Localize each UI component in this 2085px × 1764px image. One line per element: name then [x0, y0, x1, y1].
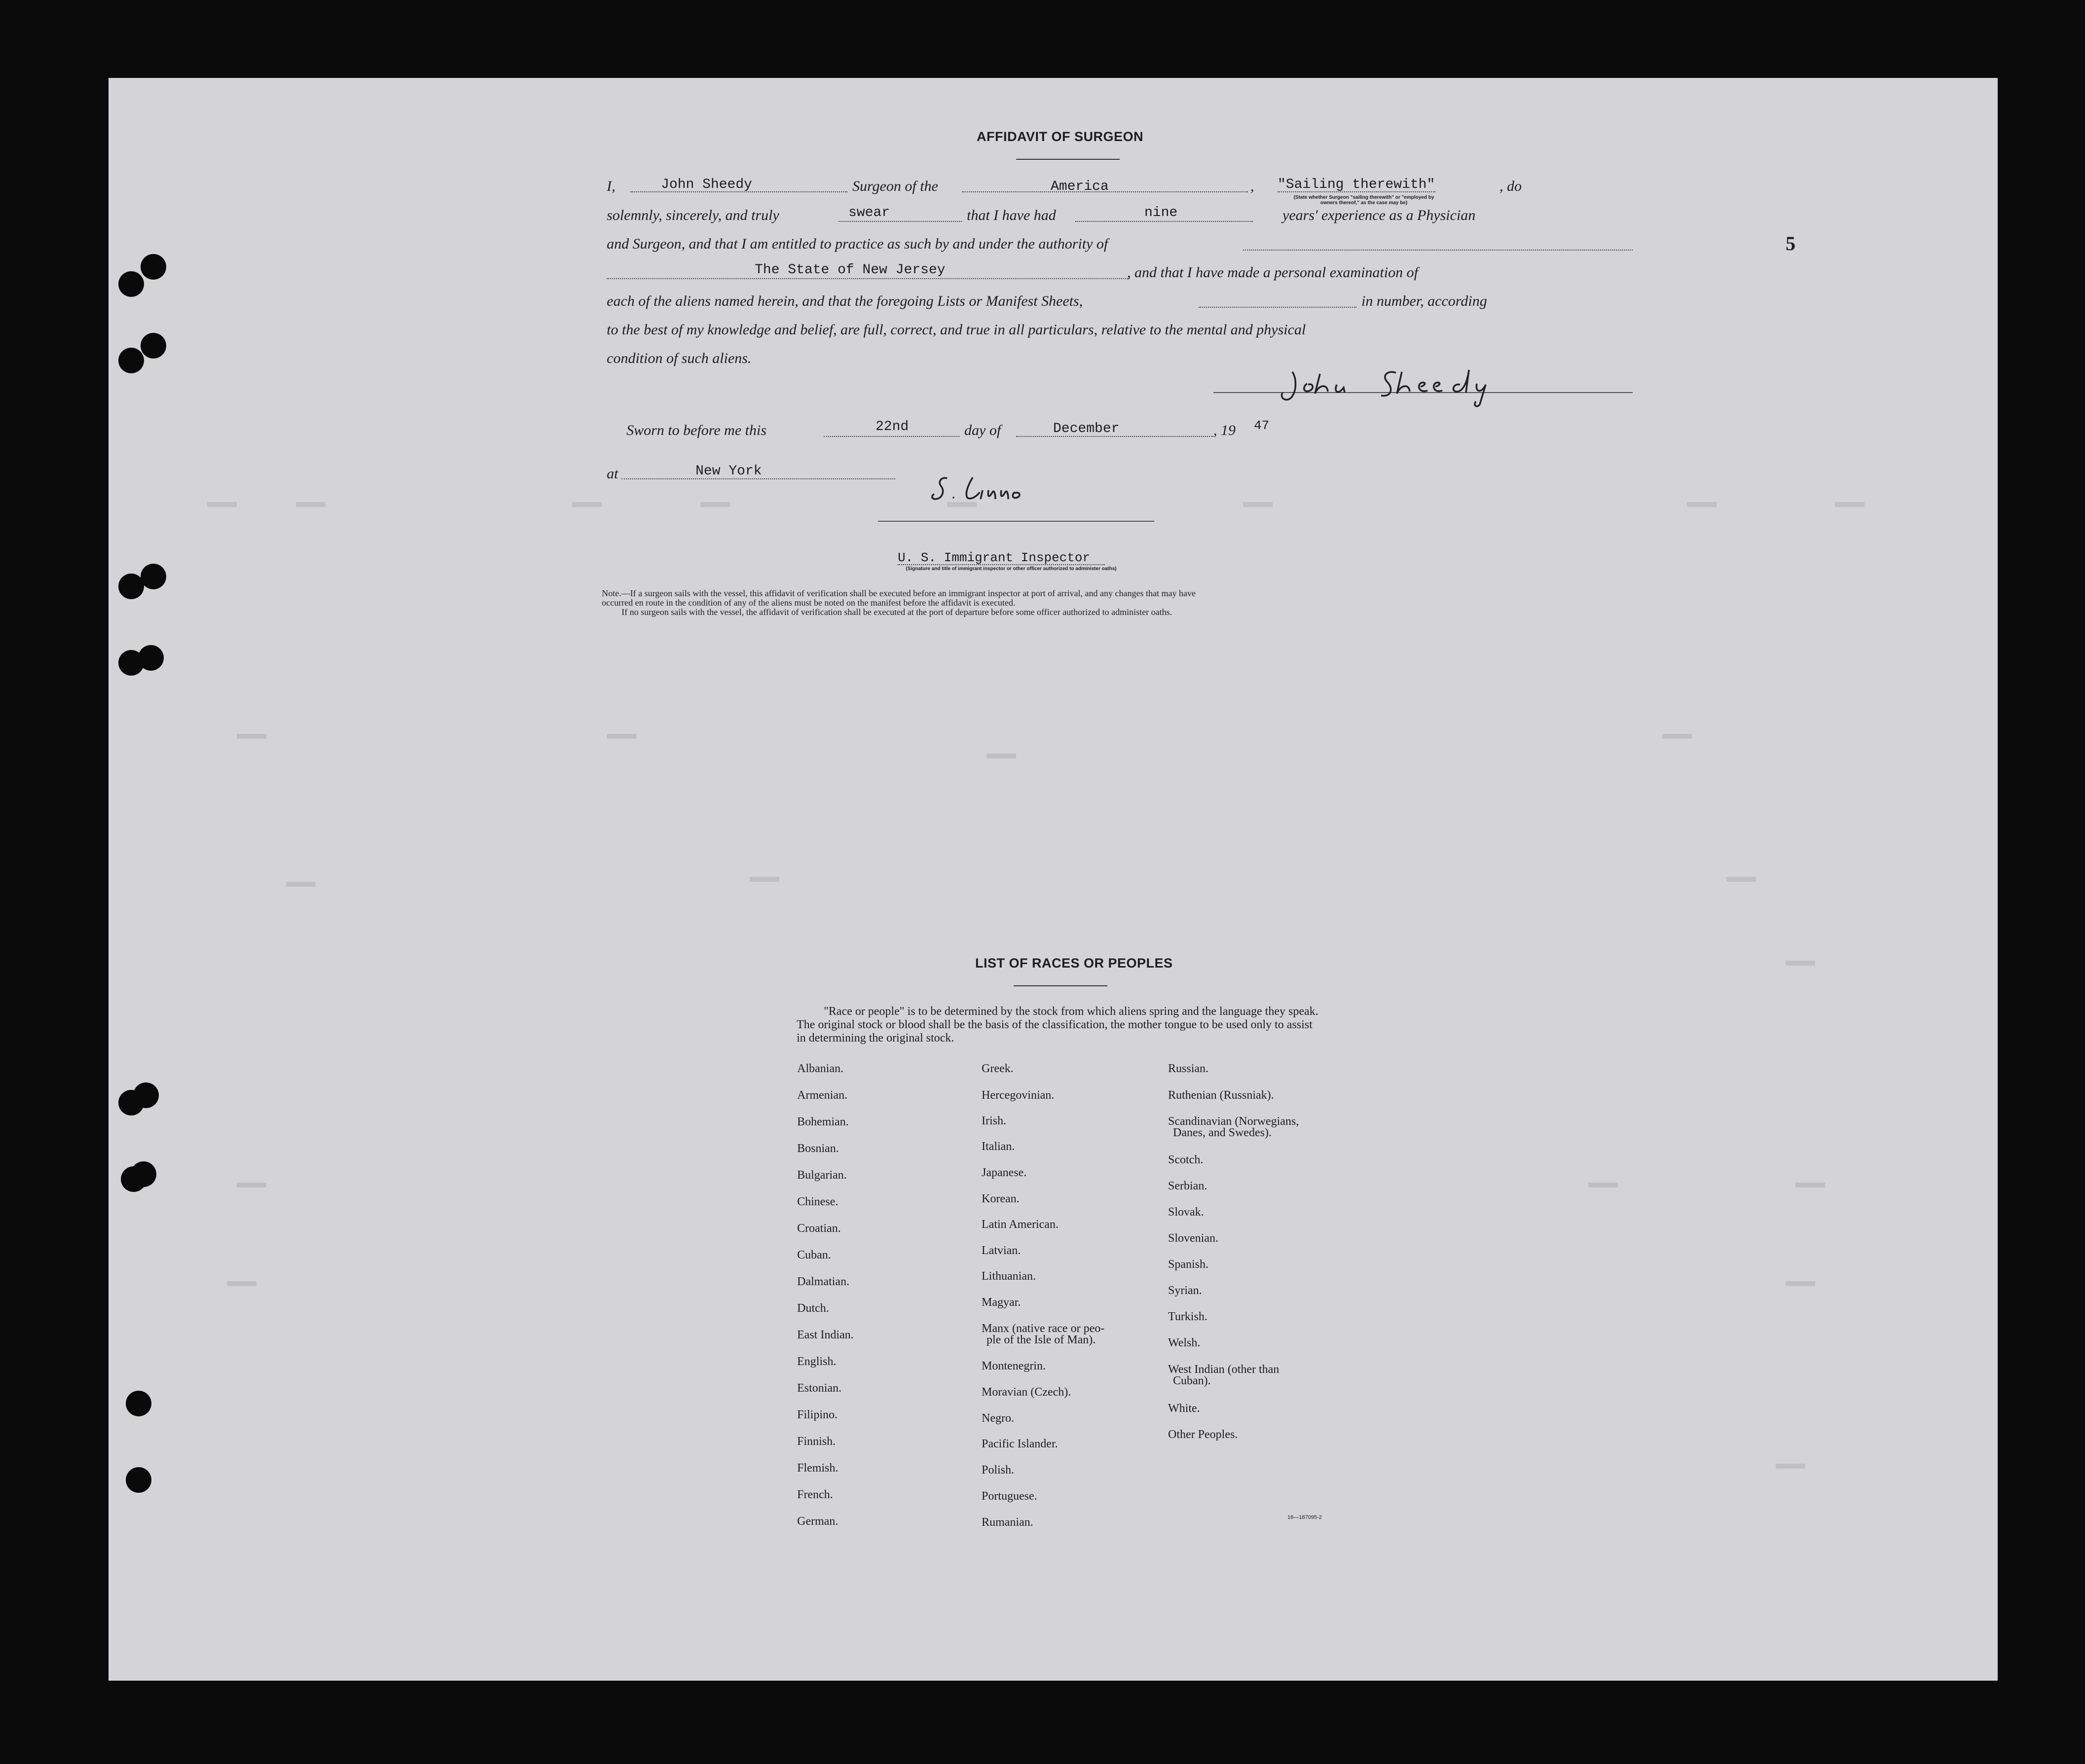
race-item: Montenegrin. — [982, 1360, 1046, 1372]
race-item: Magyar. — [982, 1296, 1021, 1309]
race-item: Polish. — [982, 1464, 1015, 1476]
binder-hole — [141, 254, 166, 280]
race-item: Spanish. — [1168, 1258, 1209, 1271]
years-count: nine — [1144, 205, 1178, 220]
race-item: Korean. — [982, 1192, 1020, 1205]
race-item: Pacific Islander. — [982, 1438, 1058, 1450]
race-item: Danes, and Swedes). — [1173, 1126, 1272, 1139]
race-item: Japanese. — [982, 1166, 1027, 1179]
label-and-surgeon: and Surgeon, and that I am entitled to practice as such by and under the authority of — [607, 236, 1108, 252]
race-item: Greek. — [982, 1062, 1014, 1075]
race-item: Bohemian. — [797, 1116, 849, 1128]
surgeon-signature — [1273, 363, 1588, 407]
affidavit-title-rule — [1016, 159, 1120, 160]
sailing-status-note: (State whether Surgeon "sailing therewith" or "employed by owners thereof," as the case may be) — [1293, 195, 1434, 206]
label-surgeon-of: Surgeon of the — [852, 178, 938, 194]
race-item: German. — [797, 1515, 839, 1528]
race-item: Armenian. — [797, 1089, 847, 1102]
inspector-signature-line — [878, 521, 1154, 522]
sworn-month: December — [1053, 421, 1120, 436]
race-item: Slovak. — [1168, 1206, 1204, 1219]
inspector-caption: (Signature and title of immigrant inspector or other officer authorized to administer oaths) — [906, 566, 1117, 572]
race-item: Rumanian. — [982, 1516, 1033, 1529]
oath-line — [839, 221, 962, 222]
races-title-rule — [1014, 985, 1107, 986]
binder-hole — [141, 333, 166, 359]
sworn-year: 47 — [1254, 418, 1270, 433]
race-item: Albanian. — [797, 1062, 843, 1075]
oath-word: swear — [848, 205, 890, 220]
binder-hole — [126, 1467, 151, 1493]
page-number: 5 — [1786, 232, 1795, 254]
race-item: Lithuanian. — [982, 1270, 1036, 1283]
label-that-had: that I have had — [967, 207, 1056, 223]
race-item: Finnish. — [797, 1435, 836, 1448]
race-item: Syrian. — [1168, 1284, 1202, 1297]
races-title: LIST OF RACES OR PEOPLES — [975, 956, 1173, 971]
race-item: Russian. — [1168, 1062, 1209, 1075]
race-item: Dutch. — [797, 1302, 829, 1315]
race-item: Filipino. — [797, 1408, 838, 1421]
race-item: Turkish. — [1168, 1310, 1207, 1323]
label-sworn: Sworn to before me this — [626, 422, 767, 438]
race-item: Moravian (Czech). — [982, 1386, 1071, 1399]
label-year-prefix: , 19 — [1213, 422, 1236, 438]
sheets-count-line — [1199, 307, 1356, 308]
race-item: Ruthenian (Russniak). — [1168, 1089, 1274, 1102]
race-item: English. — [797, 1355, 837, 1368]
race-item: Croatian. — [797, 1222, 841, 1235]
binder-hole — [118, 650, 144, 676]
race-item: Latin American. — [982, 1218, 1059, 1231]
race-item: Hercegovinian. — [982, 1089, 1055, 1102]
label-day-of: day of — [964, 422, 1001, 438]
race-item: Portuguese. — [982, 1490, 1037, 1503]
inspector-signature — [927, 472, 1056, 507]
race-item: Dalmatian. — [797, 1275, 849, 1288]
authority-line — [607, 278, 1130, 279]
binder-hole — [118, 271, 144, 297]
race-item: Scotch. — [1168, 1153, 1204, 1166]
race-item: Manx (native race or peo- — [982, 1322, 1105, 1335]
label-at: at — [607, 466, 619, 482]
surgeon-name: John Sheedy — [661, 177, 752, 192]
race-item: Cuban). — [1173, 1374, 1211, 1387]
label-do: , do — [1500, 178, 1522, 194]
race-item: Cuban. — [797, 1249, 831, 1261]
binder-hole — [118, 348, 144, 373]
inspector-title-line — [898, 564, 1105, 565]
race-item: Italian. — [982, 1140, 1015, 1153]
authority-line-top — [1243, 250, 1633, 251]
race-item: ple of the Isle of Man). — [987, 1333, 1096, 1346]
race-item: Bulgarian. — [797, 1169, 847, 1182]
races-intro: "Race or people" is to be determined by the stock from which aliens spring and the language they speak. The original stock or blood shall be the basis of the classification, the mother tongue to be used only to assist in determining the original stock. — [797, 1005, 1318, 1044]
label-in-number: in number, according — [1361, 293, 1487, 309]
form-number: 16—187095-2 — [1287, 1514, 1322, 1520]
label-each-alien: each of the aliens named herein, and that the foregoing Lists or Manifest Sheets, — [607, 293, 1083, 309]
binder-hole — [121, 1166, 146, 1192]
binder-hole — [118, 574, 144, 599]
label-condition: condition of such aliens. — [607, 350, 752, 366]
label-best-knowledge: to the best of my knowledge and belief, are full, correct, and true in all particulars, relative to the mental and physical — [607, 322, 1306, 338]
race-item: Welsh. — [1168, 1336, 1201, 1349]
label-solemnly: solemnly, sincerely, and truly — [607, 207, 779, 223]
race-item: Latvian. — [982, 1244, 1021, 1257]
race-item: East Indian. — [797, 1329, 854, 1341]
race-item: Slovenian. — [1168, 1232, 1218, 1245]
comma-1: , — [1250, 178, 1254, 194]
sworn-place: New York — [695, 464, 762, 479]
race-item: Other Peoples. — [1168, 1428, 1238, 1441]
race-item: White. — [1168, 1402, 1200, 1415]
race-item: Scandinavian (Norwegians, — [1168, 1115, 1299, 1128]
label-personal-exam: , and that I have made a personal examination of — [1127, 264, 1418, 281]
binder-hole — [126, 1391, 151, 1416]
race-item: Irish. — [982, 1115, 1006, 1127]
race-item: Chinese. — [797, 1195, 839, 1208]
inspector-title: U. S. Immigrant Inspector — [898, 550, 1091, 565]
binder-hole — [118, 1090, 144, 1116]
label-years-exp: years' experience as a Physician — [1282, 207, 1476, 223]
years-line — [1075, 221, 1253, 222]
vessel-name: America — [1051, 179, 1109, 194]
day-line — [824, 436, 959, 437]
race-item: Estonian. — [797, 1382, 841, 1395]
label-i: I, — [607, 178, 616, 194]
race-item: Flemish. — [797, 1462, 839, 1475]
affidavit-note: Note.—If a surgeon sails with the vessel, this affidavit of verification shall be executed before an immigrant inspector at port of arrival, and any changes that may have occurred en route in the condition of any of the aliens must be noted on the manifest before the affidavit is executed. If no surgeon sails with the vessel, the affidavit of verification shall be executed at the port of departure before some officer authorized to administer oaths. — [602, 588, 1196, 617]
sworn-day: 22nd — [876, 419, 909, 434]
race-item: French. — [797, 1488, 833, 1501]
race-item: Serbian. — [1168, 1180, 1207, 1192]
race-item: Negro. — [982, 1412, 1014, 1425]
affidavit-title: AFFIDAVIT OF SURGEON — [977, 129, 1143, 144]
sailing-status: "Sailing therewith" — [1278, 177, 1435, 192]
authority-name: The State of New Jersey — [755, 262, 946, 278]
race-item: West Indian (other than — [1168, 1363, 1280, 1376]
binder-hole — [141, 564, 166, 589]
document-page — [109, 78, 1998, 1681]
race-item: Bosnian. — [797, 1142, 839, 1155]
